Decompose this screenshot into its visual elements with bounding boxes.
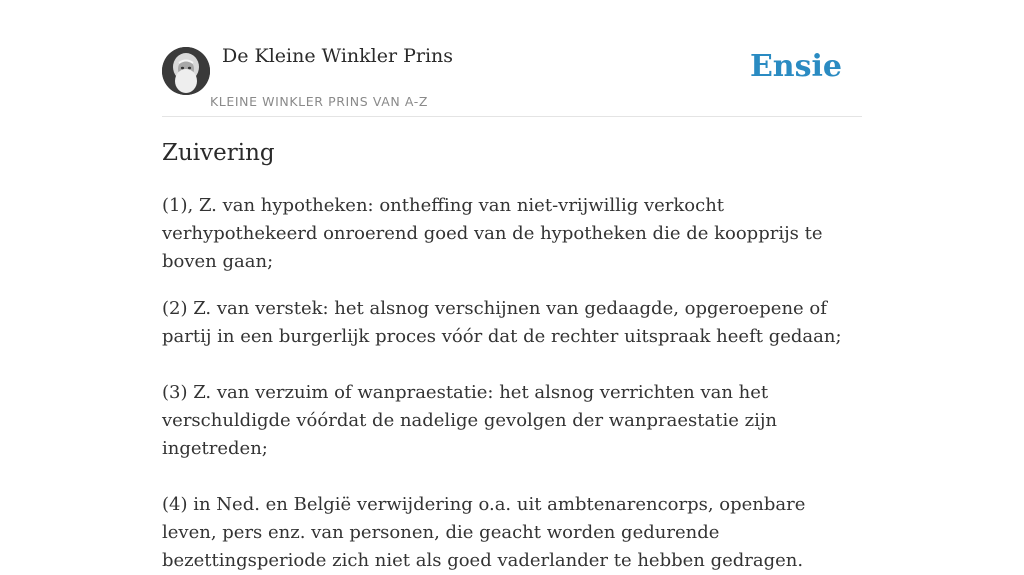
header — [162, 0, 862, 117]
definition-paragraph: (3) Z. van verzuim of wanpraestatie: het alsnog verrichten van het verschuldigde vóórdat de nadelige gevolgen der wanpraestatie zijn ingetreden; — [162, 382, 777, 459]
entry-content — [162, 192, 862, 575]
definition-paragraph: (1), Z. van hypotheken: ontheffing van niet-vrijwillig verkocht verhypothekeerd onroerend goed van de hypotheken die de koopprijs te boven gaan; — [162, 195, 823, 272]
avatar[interactable] — [162, 47, 210, 95]
source-subtitle[interactable]: KLEINE WINKLER PRINS VAN A-Z — [210, 94, 429, 109]
source-title[interactable]: De Kleine Winkler Prins — [222, 45, 454, 67]
entry-title: Zuivering — [162, 140, 275, 166]
definition-paragraph: (4) in Ned. en België verwijdering o.a. uit ambtenarencorps, openbare leven, pers enz. van personen, die geacht worden gedurende bezettingsperiode zich niet als goed vaderlander te hebben gedragen. — [162, 494, 806, 571]
definition-paragraph: (2) Z. van verstek: het alsnog verschijnen van gedaagde, opgeroepene of partij in een burgerlijk proces vóór dat de rechter uitspraak heeft gedaan; — [162, 298, 842, 347]
page — [162, 0, 862, 571]
portrait-icon — [162, 47, 210, 95]
site-logo[interactable]: Ensie — [749, 49, 842, 84]
